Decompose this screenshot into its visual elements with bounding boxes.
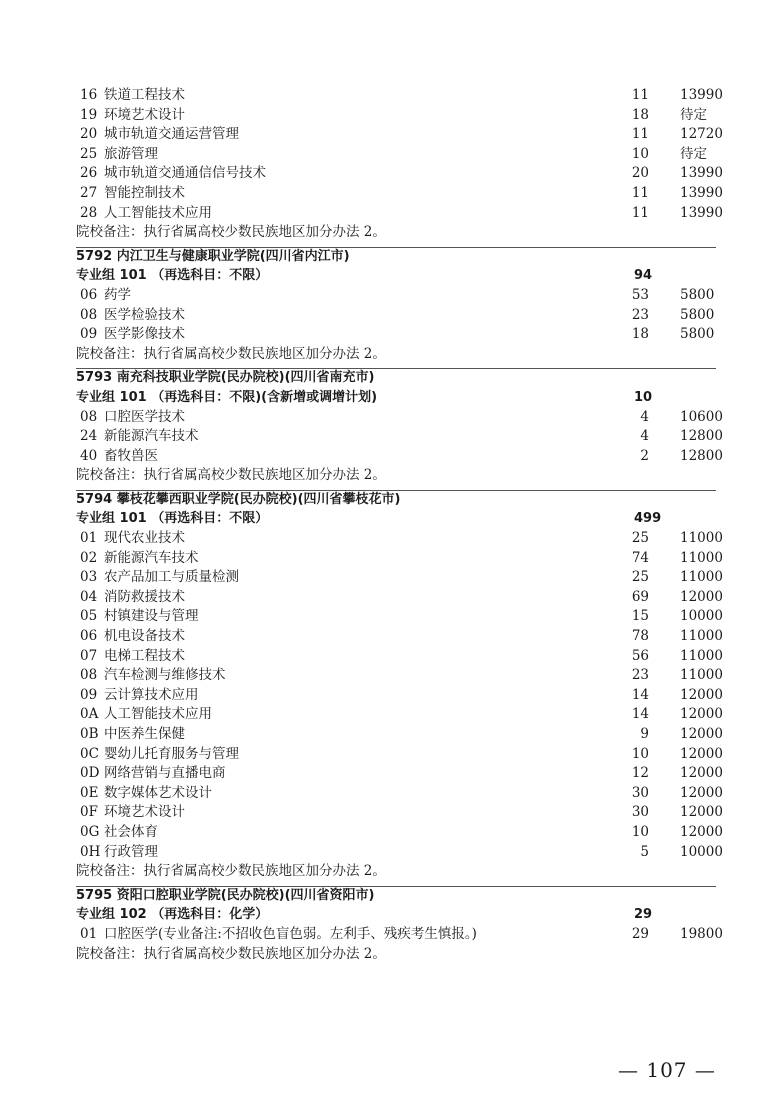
school-name: 5793 南充科技职业学院(民办院校)(四川省南充市) <box>76 370 375 386</box>
plan-count: 74 <box>631 549 649 566</box>
major-name: 中医养生保健 <box>104 726 185 742</box>
tuition-fee: 5800 <box>680 326 715 343</box>
major-name: 新能源汽车技术 <box>104 428 199 445</box>
major-row <box>0 647 777 667</box>
page-number: — 107 — <box>618 1058 716 1082</box>
plan-count: 14 <box>631 686 649 703</box>
admission-plan-list <box>0 86 777 964</box>
major-row <box>0 803 777 823</box>
plan-count: 23 <box>631 306 649 323</box>
tuition-fee: 19800 <box>680 925 723 942</box>
tuition-fee: 11000 <box>680 569 723 586</box>
major-code: 08 <box>80 408 98 425</box>
tuition-fee: 10000 <box>680 843 723 860</box>
tuition-fee: 12000 <box>680 588 723 605</box>
tuition-fee: 12000 <box>680 804 723 821</box>
major-row <box>0 408 777 428</box>
major-code: 07 <box>80 647 98 664</box>
plan-count: 56 <box>631 647 649 664</box>
major-name: 消防救援技术 <box>104 588 185 605</box>
major-code: 27 <box>80 184 98 201</box>
tuition-fee: 12000 <box>680 726 723 742</box>
major-name: 人工智能技术应用 <box>104 706 212 723</box>
major-name: 机电设备技术 <box>104 628 185 645</box>
tuition-fee: 13990 <box>680 184 723 201</box>
group-plan-count: 94 <box>634 268 653 284</box>
major-row <box>0 784 777 804</box>
plan-count: 23 <box>631 667 649 684</box>
major-name: 行政管理 <box>104 843 158 860</box>
tuition-fee: 12000 <box>680 765 723 782</box>
school-note <box>0 945 777 965</box>
plan-count: 4 <box>640 428 649 445</box>
plan-count: 12 <box>631 765 649 782</box>
major-name: 农产品加工与质量检测 <box>104 569 239 586</box>
major-name: 人工智能技术应用 <box>104 204 212 221</box>
major-code: 0E <box>80 784 99 801</box>
major-code: 03 <box>80 569 98 586</box>
tuition-fee: 13990 <box>680 204 723 221</box>
major-name: 畜牧兽医 <box>104 447 158 464</box>
tuition-fee: 11000 <box>680 647 723 664</box>
major-row <box>0 106 777 126</box>
major-name: 铁道工程技术 <box>104 87 185 103</box>
major-row <box>0 925 777 945</box>
major-code: 0H <box>80 843 101 860</box>
major-name: 汽车检测与维修技术 <box>104 667 226 684</box>
school-note <box>0 862 777 882</box>
school-header <box>0 247 777 267</box>
school-name: 5794 攀枝花攀西职业学院(民办院校)(四川省攀枝花市) <box>76 491 401 507</box>
tuition-fee: 待定 <box>680 145 707 162</box>
major-row <box>0 686 777 706</box>
major-name: 社会体育 <box>104 823 158 840</box>
major-code: 20 <box>80 126 98 143</box>
major-row <box>0 184 777 204</box>
major-row <box>0 843 777 863</box>
plan-count: 30 <box>631 804 649 821</box>
major-code: 25 <box>80 145 98 162</box>
major-code: 19 <box>80 106 98 123</box>
major-group-header <box>0 266 777 286</box>
tuition-fee: 5800 <box>680 306 715 323</box>
plan-count: 10 <box>631 823 649 840</box>
tuition-fee: 13990 <box>680 165 723 182</box>
major-row <box>0 145 777 165</box>
school-header <box>0 490 777 510</box>
group-plan-count: 10 <box>634 389 653 405</box>
tuition-fee: 10000 <box>680 608 723 625</box>
major-row <box>0 427 777 447</box>
major-row <box>0 705 777 725</box>
major-name: 现代农业技术 <box>104 530 185 547</box>
tuition-fee: 待定 <box>680 106 707 123</box>
tuition-fee: 12000 <box>680 686 723 703</box>
plan-count: 5 <box>640 843 649 860</box>
tuition-fee: 12000 <box>680 706 723 723</box>
plan-count: 11 <box>631 204 649 221</box>
plan-count: 25 <box>631 530 649 547</box>
school-note-text: 院校备注：执行省属高校少数民族地区加分办法 2。 <box>76 224 386 241</box>
major-code: 09 <box>80 686 98 703</box>
major-name: 医学影像技术 <box>104 326 185 343</box>
major-group-label: 专业组 101 （再选科目：不限)(含新增或调增计划) <box>76 389 378 405</box>
major-row <box>0 529 777 549</box>
major-name: 医学检验技术 <box>104 306 185 323</box>
tuition-fee: 10600 <box>680 408 723 425</box>
tuition-fee: 11000 <box>680 667 723 684</box>
school-name: 5792 内江卫生与健康职业学院(四川省内江市) <box>76 248 350 264</box>
major-row <box>0 588 777 608</box>
plan-count: 11 <box>631 184 649 201</box>
major-row <box>0 86 777 106</box>
tuition-fee: 13990 <box>680 87 723 103</box>
plan-count: 9 <box>640 726 649 742</box>
major-group-label: 专业组 101 （再选科目：不限） <box>76 268 269 284</box>
plan-count: 11 <box>631 87 649 103</box>
major-code: 08 <box>80 306 98 323</box>
school-note-text: 院校备注：执行省属高校少数民族地区加分办法 2。 <box>76 863 386 880</box>
major-name: 口腔医学技术 <box>104 408 185 425</box>
major-group-label: 专业组 102 （再选科目：化学） <box>76 907 269 923</box>
major-code: 40 <box>80 447 98 464</box>
tuition-fee: 11000 <box>680 628 723 645</box>
major-name: 新能源汽车技术 <box>104 549 199 566</box>
tuition-fee: 12000 <box>680 784 723 801</box>
major-name: 数字媒体艺术设计 <box>104 784 212 801</box>
plan-count: 20 <box>631 165 649 182</box>
tuition-fee: 11000 <box>680 530 723 547</box>
tuition-fee: 12000 <box>680 823 723 840</box>
school-note <box>0 345 777 365</box>
major-name: 城市轨道交通通信信号技术 <box>104 165 266 182</box>
school-note-text: 院校备注：执行省属高校少数民族地区加分办法 2。 <box>76 345 386 362</box>
school-name: 5795 资阳口腔职业学院(民办院校)(四川省资阳市) <box>76 887 375 903</box>
major-name: 网络营销与直播电商 <box>104 765 226 782</box>
major-group-header <box>0 905 777 925</box>
major-row <box>0 125 777 145</box>
major-code: 0C <box>80 745 99 762</box>
plan-count: 78 <box>631 628 649 645</box>
major-name: 电梯工程技术 <box>104 647 185 664</box>
group-plan-count: 499 <box>634 511 662 527</box>
major-group-label: 专业组 101 （再选科目：不限） <box>76 511 269 527</box>
major-code: 0G <box>80 823 100 840</box>
major-name: 旅游管理 <box>104 145 158 162</box>
major-name: 环境艺术设计 <box>104 804 185 821</box>
major-row <box>0 666 777 686</box>
major-row <box>0 549 777 569</box>
major-code: 16 <box>80 87 98 103</box>
major-code: 24 <box>80 428 98 445</box>
plan-count: 18 <box>631 106 649 123</box>
major-name: 婴幼儿托育服务与管理 <box>104 745 239 762</box>
major-code: 06 <box>80 628 98 645</box>
major-code: 08 <box>80 667 98 684</box>
plan-count: 69 <box>631 588 649 605</box>
major-row <box>0 204 777 224</box>
major-row <box>0 164 777 184</box>
plan-count: 18 <box>631 326 649 343</box>
plan-count: 30 <box>631 784 649 801</box>
major-code: 01 <box>80 530 98 547</box>
major-code: 26 <box>80 165 98 182</box>
major-name: 智能控制技术 <box>104 184 185 201</box>
major-name: 口腔医学(专业备注:不招收色盲色弱。左利手、残疾考生慎报。) <box>104 925 477 942</box>
tuition-fee: 11000 <box>680 549 723 566</box>
group-plan-count: 29 <box>634 907 653 923</box>
school-note <box>0 223 777 243</box>
school-note-text: 院校备注：执行省属高校少数民族地区加分办法 2。 <box>76 467 386 484</box>
major-name: 城市轨道交通运营管理 <box>104 126 239 143</box>
major-code: 09 <box>80 326 98 343</box>
plan-count: 10 <box>631 745 649 762</box>
major-name: 环境艺术设计 <box>104 106 185 123</box>
major-code: 0D <box>80 765 100 782</box>
major-code: 0A <box>80 706 99 723</box>
major-row <box>0 325 777 345</box>
major-row <box>0 627 777 647</box>
school-header <box>0 368 777 388</box>
major-row <box>0 823 777 843</box>
major-code: 0F <box>80 804 98 821</box>
major-code: 05 <box>80 608 98 625</box>
major-row <box>0 764 777 784</box>
plan-count: 2 <box>640 447 649 464</box>
plan-count: 25 <box>631 569 649 586</box>
major-name: 云计算技术应用 <box>104 686 199 703</box>
major-name: 村镇建设与管理 <box>104 608 199 625</box>
major-row <box>0 286 777 306</box>
major-group-header <box>0 388 777 408</box>
major-row <box>0 745 777 765</box>
major-group-header <box>0 509 777 529</box>
plan-count: 53 <box>631 286 649 303</box>
school-note-text: 院校备注：执行省属高校少数民族地区加分办法 2。 <box>76 945 386 962</box>
plan-count: 10 <box>631 145 649 162</box>
major-code: 04 <box>80 588 98 605</box>
tuition-fee: 12800 <box>680 447 723 464</box>
plan-count: 4 <box>640 408 649 425</box>
major-row <box>0 306 777 326</box>
major-name: 药学 <box>104 286 131 303</box>
tuition-fee: 5800 <box>680 286 715 303</box>
major-row <box>0 725 777 745</box>
plan-count: 29 <box>631 925 649 942</box>
major-code: 06 <box>80 286 98 303</box>
tuition-fee: 12000 <box>680 745 723 762</box>
plan-count: 14 <box>631 706 649 723</box>
tuition-fee: 12720 <box>680 126 723 143</box>
major-code: 02 <box>80 549 98 566</box>
tuition-fee: 12800 <box>680 428 723 445</box>
major-code: 01 <box>80 925 98 942</box>
plan-count: 11 <box>631 126 649 143</box>
school-header <box>0 886 777 906</box>
major-row <box>0 447 777 467</box>
plan-count: 15 <box>631 608 649 625</box>
major-row <box>0 607 777 627</box>
major-code: 28 <box>80 204 98 221</box>
major-row <box>0 568 777 588</box>
major-code: 0B <box>80 726 99 742</box>
school-note <box>0 466 777 486</box>
